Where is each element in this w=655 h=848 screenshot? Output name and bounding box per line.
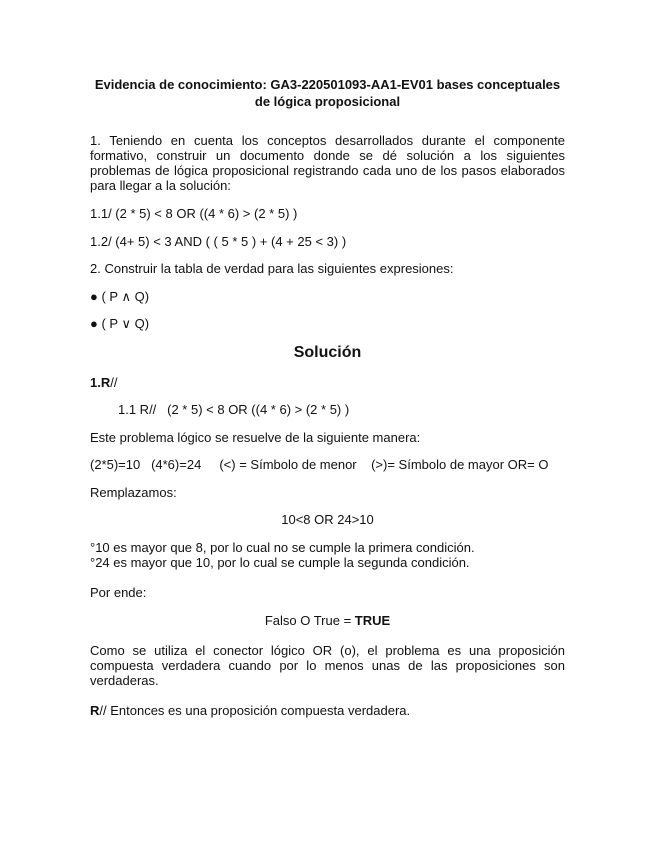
restated-problem: 1.1 R// (2 * 5) < 8 OR ((4 * 6) > (2 * 5) ) xyxy=(118,402,350,417)
expression-and: ● ( P ∧ Q) xyxy=(90,289,150,304)
explanation-paragraph: Como se utiliza el conector lógico OR (o), el problema es una proposición compuesta verdadera cuando por lo menos unas de las proposiciones son verdaderas. xyxy=(90,643,565,688)
title-line-2: de lógica proposicional xyxy=(254,94,401,109)
answer-label-bold: 1.R xyxy=(90,375,111,390)
result-line xyxy=(90,613,565,628)
answer-label-suffix: // xyxy=(110,375,118,390)
definitions-line: (2*5)=10 (4*6)=24 (<) = Símbolo de menor (>)= Símbolo de mayor OR= O xyxy=(90,457,549,472)
reason-1: °10 es mayor que 8, por lo cual no se cumple la primera condición. xyxy=(90,540,475,555)
solution-heading: Solución xyxy=(293,344,362,361)
result-prefix: Falso O True = xyxy=(264,613,355,628)
replaced-expression: 10<8 OR 24>10 xyxy=(281,512,374,527)
reason-2: °24 es mayor que 10, por lo cual se cumple la segunda condición. xyxy=(90,555,470,570)
conclusion-line xyxy=(90,703,410,718)
therefore-label: Por ende: xyxy=(90,585,147,600)
intro-paragraph: 1. Teniendo en cuenta los conceptos desarrollados durante el componente formativo, construir un documento donde se dé solución a los siguientes problemas de lógica proposicional registrando cada uno de los pasos elaborados para llegar a la solución: xyxy=(90,133,565,193)
resolve-intro: Este problema lógico se resuelve de la siguiente manera: xyxy=(90,430,421,445)
problem-1-1: 1.1/ (2 * 5) < 8 OR ((4 * 6) > (2 * 5) ) xyxy=(90,206,298,221)
conclusion-text: // Entonces es una proposición compuesta verdadera. xyxy=(99,703,411,718)
problem-1-2: 1.2/ (4+ 5) < 3 AND ( ( 5 * 5 ) + (4 + 25 < 3) ) xyxy=(90,234,347,249)
expression-or: ● ( P ∨ Q) xyxy=(90,316,150,331)
conclusion-label: R xyxy=(90,703,100,718)
result-value: TRUE xyxy=(354,613,391,628)
answer-label xyxy=(90,375,117,390)
document-title xyxy=(90,76,565,110)
title-line-1: Evidencia de conocimiento: GA3-220501093-AA1-EV01 bases conceptuales xyxy=(94,77,561,92)
replace-label: Remplazamos: xyxy=(90,485,177,500)
task-2: 2. Construir la tabla de verdad para las siguientes expresiones: xyxy=(90,261,454,276)
